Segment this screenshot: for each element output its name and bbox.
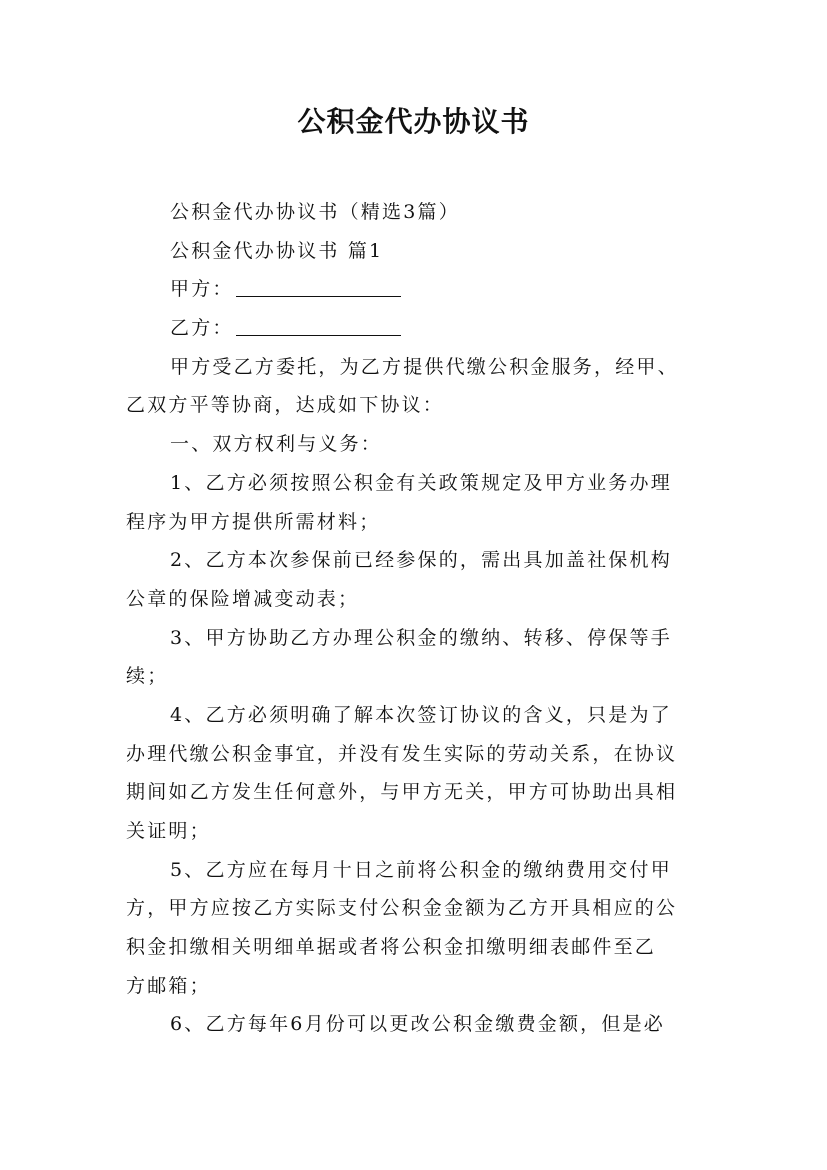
document-title: 公积金代办协议书 bbox=[297, 105, 530, 138]
paragraph-line: 积金扣缴相关明细单据或者将公积金扣缴明细表邮件至乙 bbox=[126, 936, 657, 959]
paragraph-line: 期间如乙方发生任何意外，与甲方无关，甲方可协助出具相 bbox=[126, 781, 678, 804]
paragraph-line: 甲方受乙方委托，为乙方提供代缴公积金服务，经甲、 bbox=[170, 355, 679, 378]
party-b-label: 乙方： bbox=[170, 317, 234, 340]
section-heading: 公积金代办协议书 篇1 bbox=[170, 239, 384, 262]
paragraph-line: 方邮箱； bbox=[126, 974, 211, 997]
paragraph-line: 办理代缴公积金事宜，并没有发生实际的劳动关系，在协议 bbox=[126, 742, 678, 765]
paragraph-line: 方，甲方应按乙方实际支付公积金金额为乙方开具相应的公 bbox=[126, 897, 678, 920]
paragraph-line: 6、乙方每年6月份可以更改公积金缴费金额，但是必 bbox=[170, 1013, 665, 1036]
party-a-line bbox=[126, 270, 711, 309]
paragraph-line: 程序为甲方提供所需材料； bbox=[126, 510, 381, 533]
party-b-line bbox=[126, 309, 711, 348]
paragraph-line: 乙双方平等协商，达成如下协议： bbox=[126, 394, 445, 417]
paragraph-line: 4、乙方必须明确了解本次签订协议的含义，只是为了 bbox=[170, 703, 672, 726]
subtitle-line: 公积金代办协议书（精选3篇） bbox=[170, 201, 460, 223]
paragraph-line: 公章的保险增减变动表； bbox=[126, 587, 360, 610]
party-b-blank bbox=[236, 315, 401, 336]
paragraph-line: 5、乙方应在每月十日之前将公积金的缴纳费用交付甲 bbox=[170, 858, 672, 881]
paragraph-line: 3、甲方协助乙方办理公积金的缴纳、转移、停保等手 bbox=[170, 626, 672, 649]
clause-heading: 一、双方权利与义务： bbox=[170, 433, 383, 456]
paragraph-line: 1、乙方必须按照公积金有关政策规定及甲方业务办理 bbox=[170, 471, 672, 494]
document-body bbox=[126, 193, 711, 1044]
party-a-label: 甲方： bbox=[170, 278, 234, 301]
party-a-blank bbox=[236, 276, 401, 297]
paragraph-line: 2、乙方本次参保前已经参保的，需出具加盖社保机构 bbox=[170, 549, 672, 572]
paragraph-line: 续； bbox=[126, 665, 169, 688]
paragraph-line: 关证明； bbox=[126, 820, 211, 842]
